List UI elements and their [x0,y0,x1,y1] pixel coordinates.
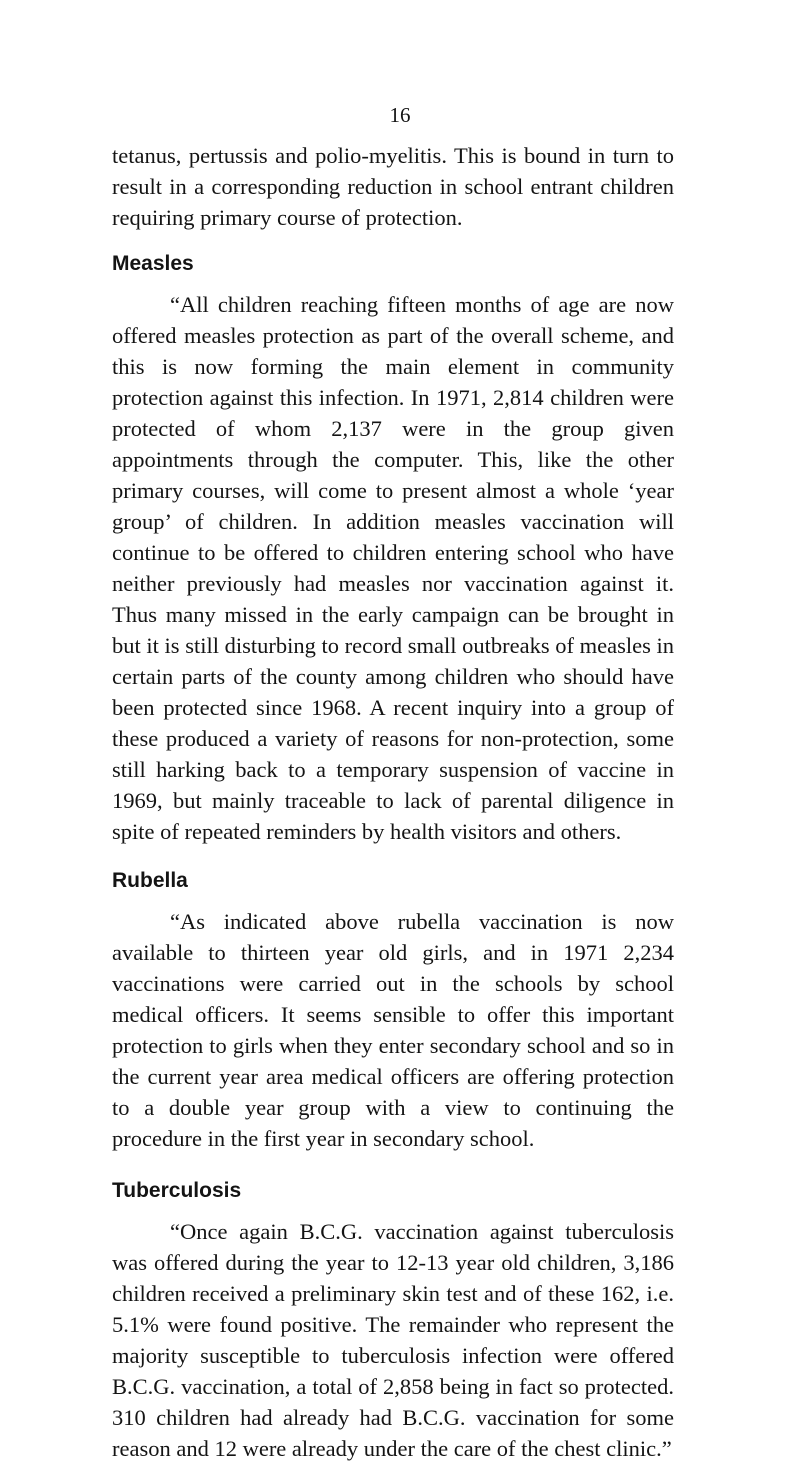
tuberculosis-paragraph: “Once again B.C.G. vaccination against tuberculosis was offered during the year to 12-13 year old children, 3,186 children received a preliminary skin test and of these 162, i.e. 5.1% were found positive. The remainder who represent the majority susceptible to tuberculosis infection were offered B.C.G. vaccination, a total of 2,858 being in fact so protected. 310 children had already had B.C.G. vaccination for some reason and 12 were already under the care of the chest clinic.” [112,1219,674,1461]
rubella-paragraph: “As indicated above rubella vaccination is now available to thirteen year old girls, and in 1971 2,234 vaccinations were carried out in the schools by school medical officers. It seems sensible to offer this important protection to girls when they enter secondary school and so in the current year area medical officers are offering protection to a double year group with a view to continuing the procedure in the first year in secondary school. [112,909,674,1151]
tuberculosis-heading: Tuberculosis [112,1179,242,1202]
measles-paragraph: “All children reaching fifteen months of age are now offered measles protection as part of the overall scheme, and this is now forming the main element in community protection against this infection. In 1971, 2,814 children were protected of whom 2,137 were in the group given appointments through the computer. This, like the other primary courses, will come to present almost a whole ‘year group’ of children. In addition measles vaccination will continue to be offered to children entering school who have neither previously had measles nor vaccination against it. Thus many missed in the early campaign can be brought in but it is still disturbing to record small outbreaks of measles in certain parts of the county among children who should have been protected since 1968. A recent inquiry into a group of these produced a variety of reasons for non-protection, some still harking back to a temporary suspension of vaccine in 1969, but mainly traceable to lack of parental diligence in spite of repeated reminders by health visitors and others. [112,292,674,844]
page-body [112,140,674,1464]
measles-heading: Measles [112,252,194,275]
page-number: 16 [389,103,411,127]
intro-paragraph: tetanus, pertussis and polio-myelitis. This is bound in turn to result in a corresponding reduction in school entrant children requiring primary course of protection. [112,143,674,230]
rubella-heading: Rubella [112,869,188,892]
